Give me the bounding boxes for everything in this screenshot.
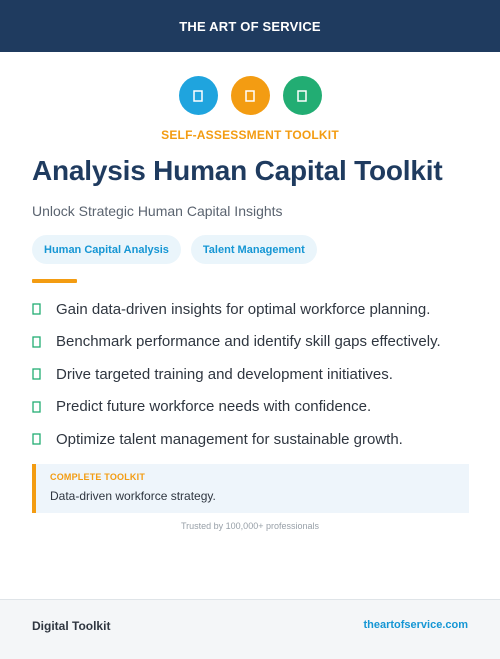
benefit-text: Predict future workforce needs with confidence. (56, 398, 372, 416)
benefit-item (32, 391, 472, 424)
benefit-text: Benchmark performance and identify skill gaps effectively. (56, 333, 441, 351)
benefit-item (32, 293, 472, 326)
benefit-text: Optimize talent management for sustainable growth. (56, 430, 403, 448)
blue-icon-circle (179, 76, 218, 115)
checkbox-icon (32, 303, 41, 315)
feature-icons (0, 76, 500, 115)
trust-statement: Trusted by 100,000+ professionals (180, 521, 319, 531)
page-subtitle: Unlock Strategic Human Capital Insights (32, 203, 283, 219)
callout-text: Data-driven workforce strategy. (50, 489, 216, 503)
green-icon-circle (283, 76, 322, 115)
benefit-text: Gain data-driven insights for optimal workforce planning. (56, 300, 431, 318)
glyph-icon (244, 89, 256, 103)
benefit-item (32, 326, 472, 359)
website-link[interactable]: theartofservice.com (363, 619, 468, 631)
benefit-item (32, 423, 472, 456)
eyebrow-label: SELF-ASSESSMENT TOOLKIT (161, 128, 339, 142)
benefit-text: Drive targeted training and development initiatives. (56, 365, 393, 383)
checkbox-icon (32, 433, 41, 445)
page-footer (0, 599, 500, 659)
tag-human-capital-analysis: Human Capital Analysis (32, 235, 181, 264)
footer-label: Digital Toolkit (32, 619, 111, 633)
brand-name: THE ART OF SERVICE (179, 18, 321, 34)
benefit-list (32, 293, 472, 456)
complete-toolkit-callout (32, 464, 469, 513)
accent-divider (32, 279, 77, 283)
tag-list (32, 235, 317, 264)
glyph-icon (296, 89, 308, 103)
callout-label: COMPLETE TOOLKIT (50, 472, 146, 482)
checkbox-icon (32, 368, 41, 380)
glyph-icon (192, 89, 204, 103)
orange-icon-circle (231, 76, 270, 115)
brand-header (0, 0, 500, 52)
page-title: Analysis Human Capital Toolkit (32, 155, 443, 186)
tag-talent-management: Talent Management (191, 235, 317, 264)
checkbox-icon (32, 401, 41, 413)
checkbox-icon (32, 336, 41, 348)
benefit-item (32, 358, 472, 391)
